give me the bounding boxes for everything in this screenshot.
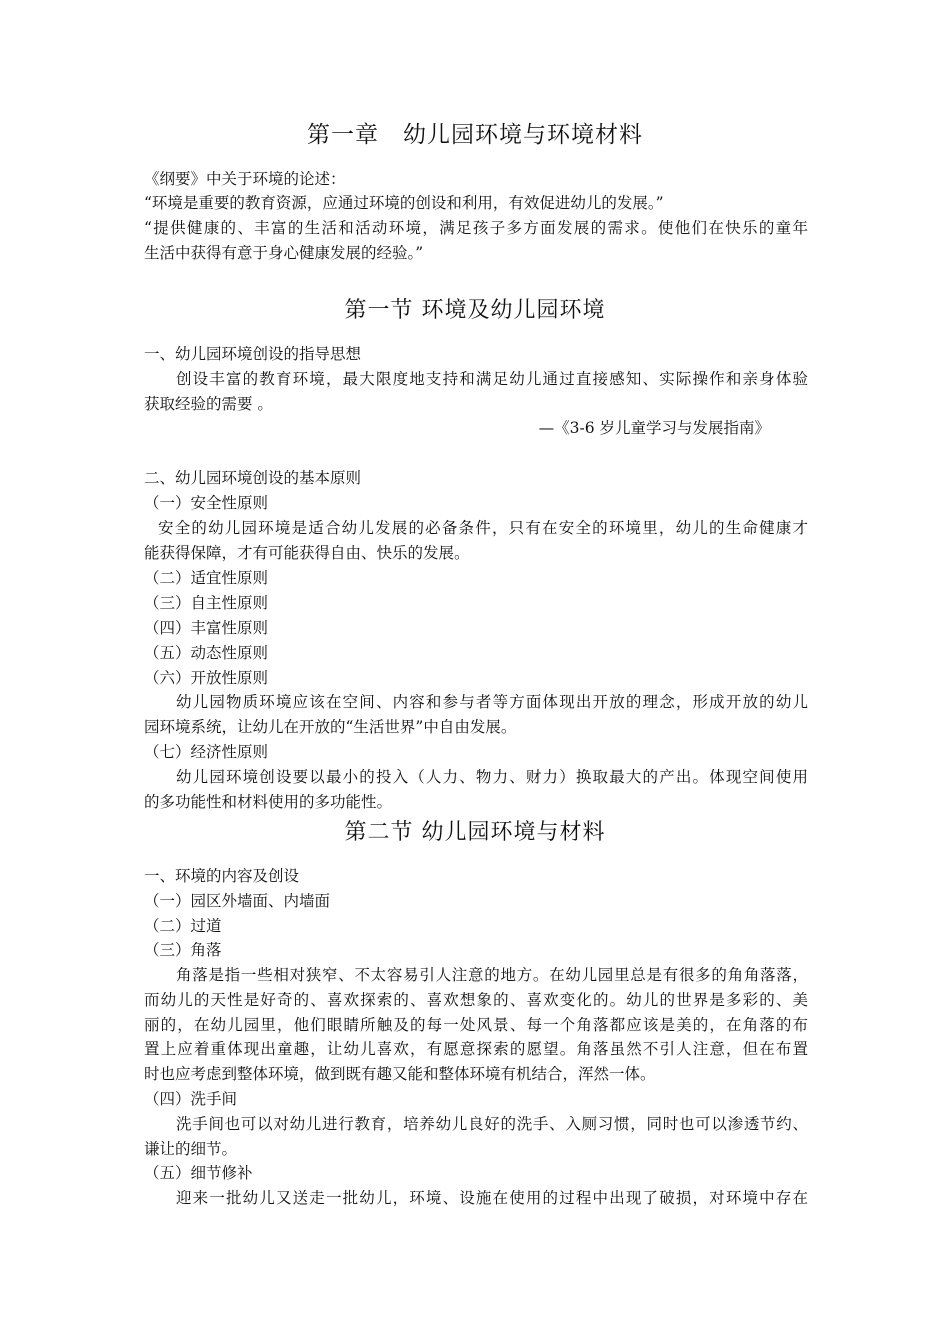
subheading: （四）丰富性原则 <box>144 619 269 637</box>
paragraph-line: 能获得保障，才有可能获得自由、快乐的发展。 <box>144 544 470 562</box>
section-title: 第二节 幼儿园环境与材料 <box>344 820 606 845</box>
subheading: （七）经济性原则 <box>144 743 269 761</box>
paragraph-line: 园环境系统，让幼儿在开放的“生活世界”中自由发展。 <box>144 718 517 736</box>
heading: 二、幼儿园环境创设的基本原则 <box>144 469 362 487</box>
intro-quote-line: “环境是重要的教育资源，应通过环境的创设和利用，有效促进幼儿的发展。” <box>144 194 664 212</box>
paragraph-line: 角落是指一些相对狭窄、不太容易引人注意的地方。在幼儿园里总是有很多的角角落落， <box>176 966 808 984</box>
paragraph-line: 谦让的细节。 <box>144 1140 238 1158</box>
subheading: （二）过道 <box>144 917 222 935</box>
subheading: （一）安全性原则 <box>144 494 269 512</box>
chapter-title: 第一章 幼儿园环境与环境材料 <box>307 122 643 148</box>
subheading: （四）洗手间 <box>144 1090 238 1108</box>
subheading: （三）角落 <box>144 941 222 959</box>
paragraph-line: 洗手间也可以对幼儿进行教育，培养幼儿良好的洗手、入厕习惯，同时也可以渗透节约、 <box>176 1115 808 1133</box>
subheading: （二）适宜性原则 <box>144 569 269 587</box>
paragraph-line: 迎来一批幼儿又送走一批幼儿，环境、设施在使用的过程中出现了破损，对环境中存在 <box>176 1189 808 1207</box>
heading: 一、幼儿园环境创设的指导思想 <box>144 345 362 363</box>
heading: 一、环境的内容及创设 <box>144 867 300 885</box>
subheading: （三）自主性原则 <box>144 594 269 612</box>
paragraph-line: 时也应考虑到整体环境，做到既有趣又能和整体环境有机结合，浑然一体。 <box>144 1065 656 1083</box>
paragraph-line: 丽的，在幼儿园里，他们眼睛所触及的每一处风景、每一个角落都应该是美的，在角落的布 <box>144 1016 808 1034</box>
paragraph-line: 安全的幼儿园环境是适合幼儿发展的必备条件，只有在安全的环境里，幼儿的生命健康才 <box>158 519 808 537</box>
subheading: （五）细节修补 <box>144 1164 253 1182</box>
paragraph-line: 获取经验的需要 。 <box>144 395 273 413</box>
paragraph-line: 幼儿园环境创设要以最小的投入（人力、物力、财力）换取最大的产出。体现空间使用 <box>176 768 808 786</box>
paragraph-line: 幼儿园物质环境应该在空间、内容和参与者等方面体现出开放的理念，形成开放的幼儿 <box>176 693 808 711</box>
citation-source: —《3-6 岁儿童学习与发展指南》 <box>538 419 770 437</box>
intro-quote-line: “提供健康的、丰富的生活和活动环境，满足孩子多方面发展的需求。使他们在快乐的童年 <box>144 219 808 237</box>
subheading: （六）开放性原则 <box>144 669 269 687</box>
subheading: （五）动态性原则 <box>144 644 269 662</box>
paragraph-line: 置上应着重体现出童趣，让幼儿喜欢，有愿意探索的愿望。角落虽然不引人注意，但在布置 <box>144 1040 808 1058</box>
intro-quote-line: 生活中获得有意于身心健康发展的经验。” <box>144 244 424 262</box>
paragraph-line: 的多功能性和材料使用的多功能性。 <box>144 793 393 811</box>
subheading: （一）园区外墙面、内墙面 <box>144 892 331 910</box>
paragraph-line: 而幼儿的天性是好奇的、喜欢探索的、喜欢想象的、喜欢变化的。幼儿的世界是多彩的、美 <box>144 991 808 1009</box>
intro-line: 《纲要》中关于环境的论述： <box>144 170 346 188</box>
section-title: 第一节 环境及幼儿园环境 <box>344 298 606 323</box>
paragraph-line: 创设丰富的教育环境，最大限度地支持和满足幼儿通过直接感知、实际操作和亲身体验 <box>176 370 808 388</box>
